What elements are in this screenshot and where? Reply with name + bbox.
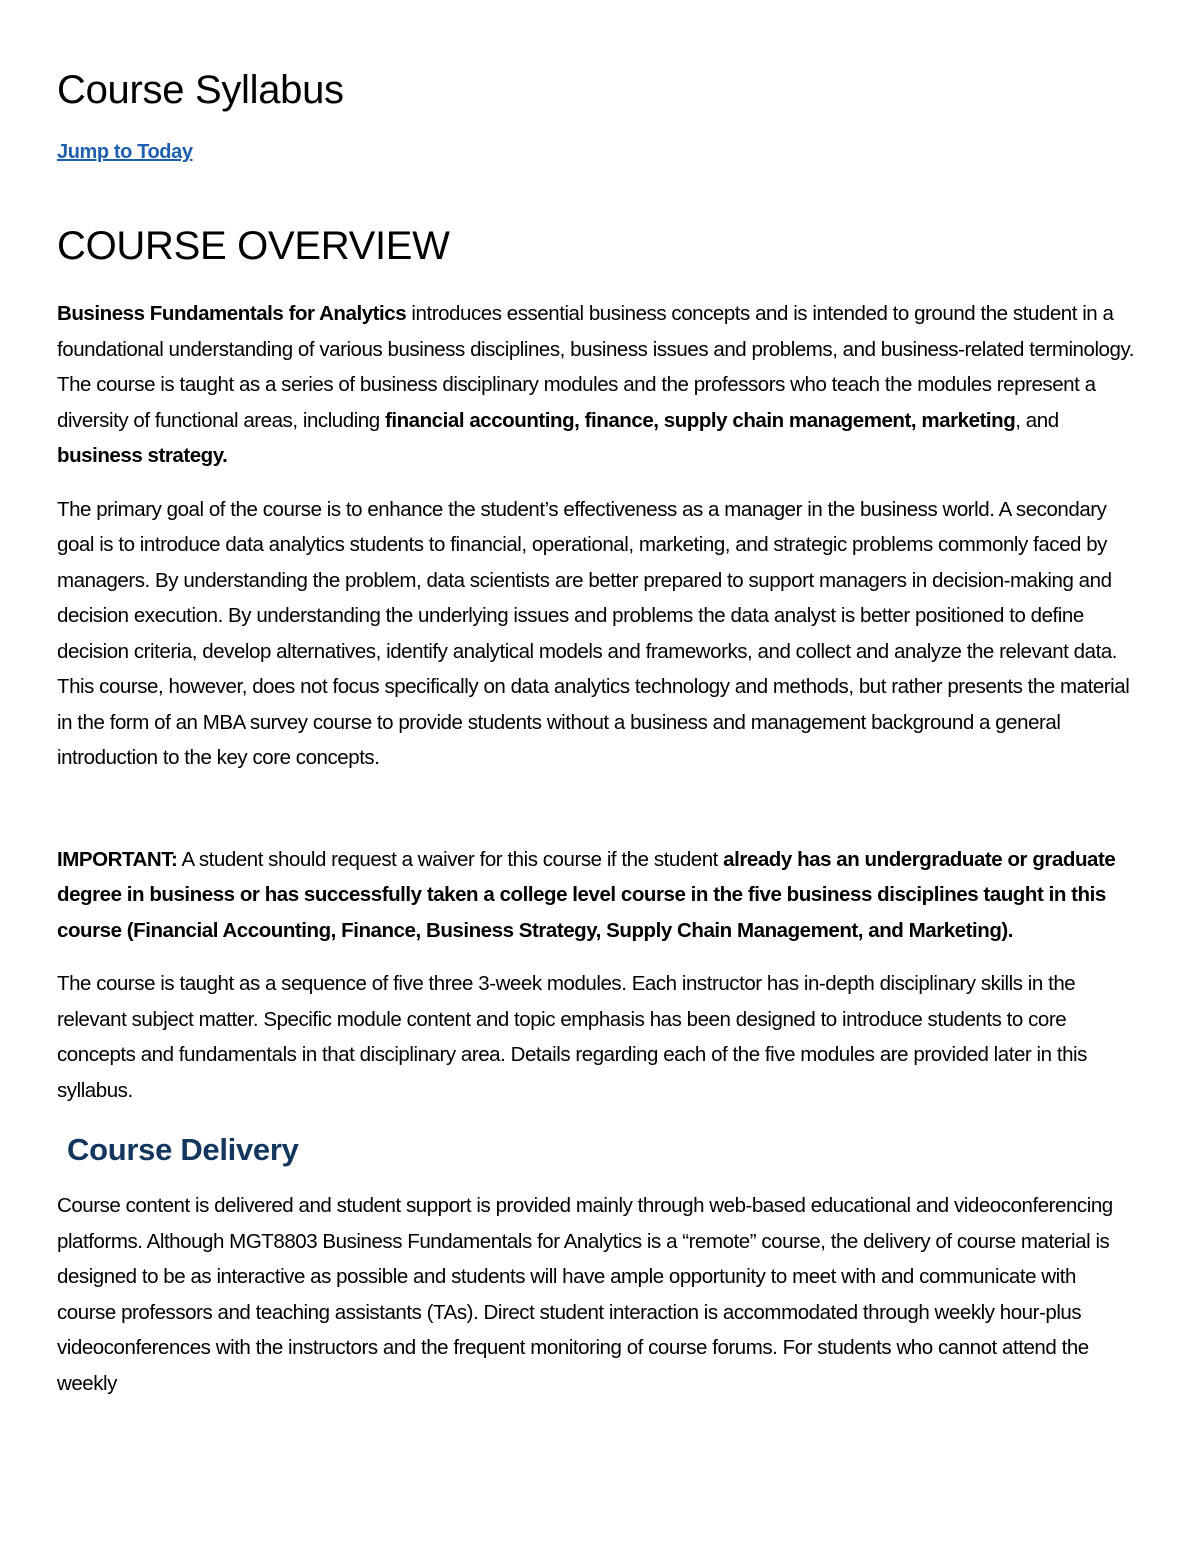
delivery-paragraph: Course content is delivered and student support is provided mainly through web-based educational and videoconferencing platforms. Although MGT8803 Business Fundamentals for Analytics is a “remote” course, the delivery of course material is designed to be as interactive as possible and students will have ample opportunity to meet with and communicate with course professors and teaching assistants (TAs). Direct student interaction is accommodated through weekly hour-plus videoconferences with the instructors and the frequent monitoring of course forums. For students who cannot attend the weekly (57, 1194, 1113, 1395)
intro-text: introduces essential business concepts and is intended to ground the student in a foundational understanding of various business disciplines, business issues and problems, and business-related terminology. The course is taught as a series of business disciplinary modules and the professors who teach the modules represent a diversity of functional areas, including (57, 302, 1134, 432)
course-delivery-heading: Course Delivery (67, 1132, 299, 1167)
functional-areas-bold: financial accounting, finance, supply chain management, marketing (384, 408, 1016, 432)
waiver-text: A student should request a waiver for this course if the student (177, 847, 724, 871)
important-waiver-paragraph (57, 842, 1140, 949)
course-overview-heading: COURSE OVERVIEW (57, 224, 450, 268)
business-strategy-bold: business strategy. (57, 444, 228, 467)
important-label: IMPORTANT: (57, 847, 178, 871)
course-name-bold: Business Fundamentals for Analytics (57, 302, 407, 325)
page-title: Course Syllabus (57, 68, 344, 112)
intro-connector: , and (1015, 408, 1059, 432)
jump-to-today-link[interactable]: Jump to Today (57, 141, 193, 163)
waiver-criteria-bold: already has an undergraduate or graduate degree in business or has successfully taken a college level course in the five business disciplines taught in this course (Financial Accounting, Finance, Business Strategy, Supply Chain Management, and Marketing). (57, 847, 1116, 942)
overview-paragraph-modules: The course is taught as a sequence of five three 3-week modules. Each instructor has in-depth disciplinary skills in the relevant subject matter. Specific module content and topic emphasis has been designed to introduce students to core concepts and fundamentals in that disciplinary area. Details regarding each of the five modules are provided later in this syllabus. (57, 972, 1087, 1102)
paragraph-spacer (57, 794, 1140, 842)
overview-paragraph-intro (57, 296, 1140, 474)
overview-paragraph-goals: The primary goal of the course is to enhance the student’s effectiveness as a manager in the business world. A secondary goal is to introduce data analytics students to financial, operational, marketing, and strategic problems commonly faced by managers. By understanding the problem, data scientists are better prepared to support managers in decision-making and decision execution. By understanding the underlying issues and problems the data analyst is better positioned to define decision criteria, develop alternatives, identify analytical models and frameworks, and collect and analyze the relevant data. This course, however, does not focus specifically on data analytics technology and methods, but rather presents the material in the form of an MBA survey course to provide students without a business and management background a general introduction to the key core concepts. (57, 497, 1130, 769)
